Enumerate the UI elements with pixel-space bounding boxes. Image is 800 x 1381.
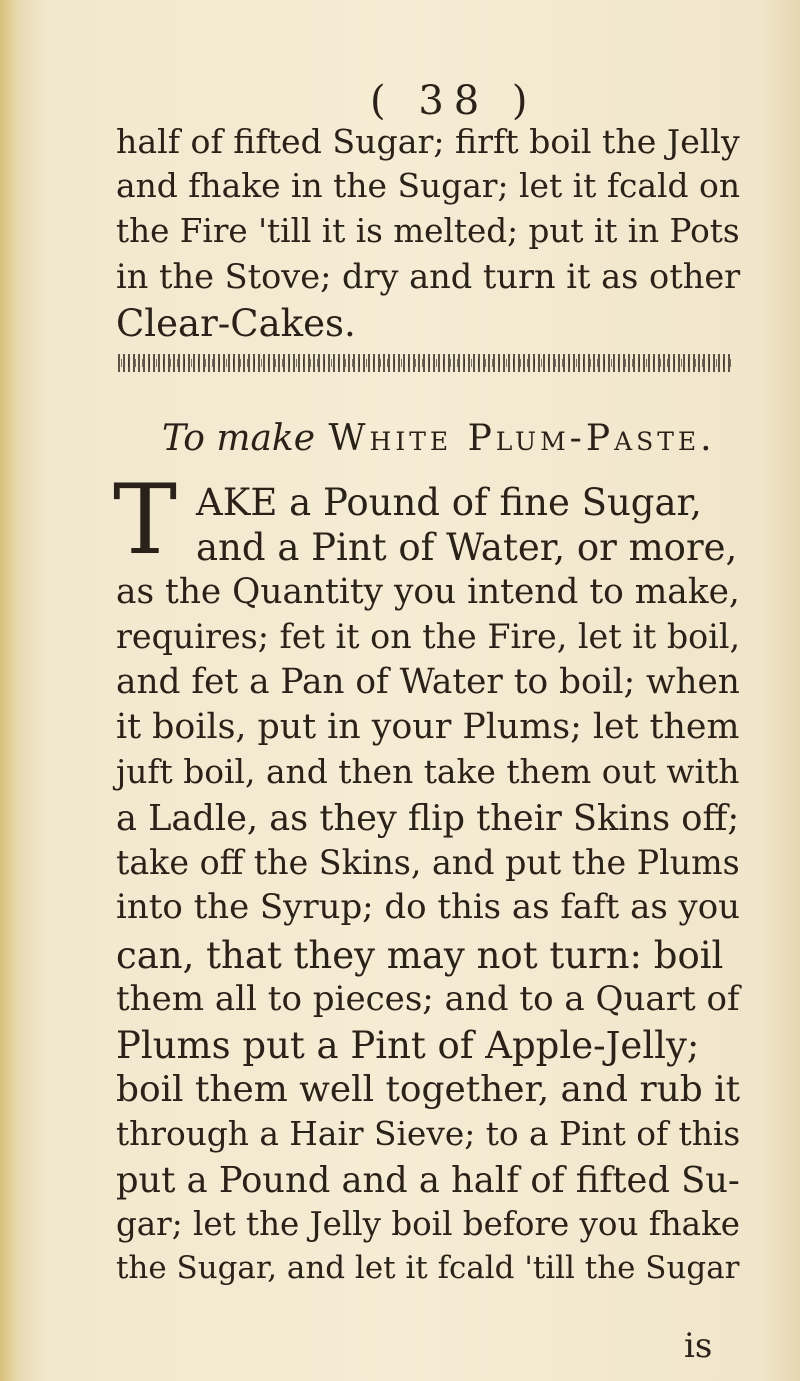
- text-line: and fhake in the Sugar; let it fcald on: [116, 166, 740, 205]
- text-line: AKE a Pound of fine Sugar,: [196, 481, 702, 524]
- text-line: take off the Skins, and put the Plums: [116, 843, 740, 882]
- text-line: half of fifted Sugar; firft boil the Jelly: [116, 122, 740, 161]
- text-line: Plums put a Pint of Apple-Jelly;: [116, 1024, 700, 1067]
- text-line: and fet a Pan of Water to boil; when: [116, 662, 740, 702]
- catchword: is: [684, 1326, 713, 1366]
- text-line: in the Stove; dry and turn it as other: [116, 257, 741, 296]
- text-line: as the Quantity you intend to make,: [116, 572, 740, 612]
- text-line: through a Hair Sieve; to a Pint of this: [116, 1115, 741, 1153]
- text-line: them all to pieces; and to a Quart of: [116, 979, 740, 1019]
- text-line: boil them well together, and rub it: [116, 1069, 741, 1110]
- heading-prefix: To make: [162, 418, 316, 459]
- page-number: ( 38 ): [370, 78, 538, 124]
- recipe-heading: [162, 418, 716, 459]
- text-line: juft boil, and then take them out with: [116, 752, 740, 791]
- text-line: gar; let the Jelly boil before you fhake: [116, 1205, 740, 1243]
- text-line: a Ladle, as they flip their Skins off;: [116, 798, 740, 839]
- page-binding-edge: [0, 0, 26, 1381]
- text-line: can, that they may not turn: boil: [116, 934, 724, 977]
- text-line: Clear-Cakes.: [116, 302, 356, 345]
- heading-main: White Plum-Paste.: [328, 418, 716, 459]
- text-line: put a Pound and a half of fifted Su-: [116, 1160, 740, 1201]
- text-line: requires; fet it on the Fire, let it boil,: [116, 617, 741, 656]
- text-line: into the Syrup; do this as faft as you: [116, 887, 740, 927]
- drop-cap: T: [113, 464, 178, 576]
- ornamental-divider-detail: [118, 359, 732, 367]
- text-line: the Fire 'till it is melted; put it in Pots: [116, 212, 740, 250]
- text-line: and a Pint of Water, or more,: [196, 526, 738, 569]
- text-line: it boils, put in your Plums; let them: [116, 707, 740, 747]
- text-line: the Sugar, and let it fcald 'till the Sugar: [116, 1250, 740, 1286]
